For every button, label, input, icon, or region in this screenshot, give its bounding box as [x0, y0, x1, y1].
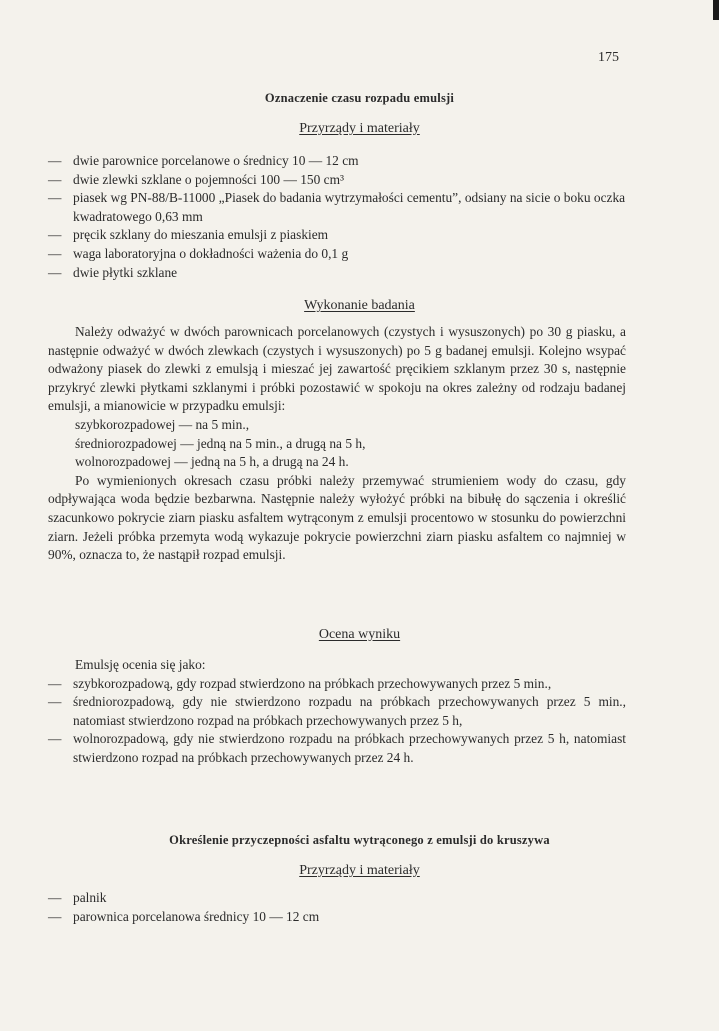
case-line: średniorozpadowej — jedną na 5 min., a drugą na 5 h, [75, 435, 366, 451]
list-item: — piasek wg PN-88/B-11000 „Piasek do badania wytrzymałości cementu”, odsiany na sicie o boku oczka kwadratowego 0,63 mm [48, 190, 626, 224]
procedure-paragraph: Należy odważyć w dwóch parownicach porcelanowych (czystych i wysuszonych) po 30 g piasku, a następnie odważyć w dwóch zlewkach (czystych i wysuszonych) po 5 g badanej emulsji. Kolejno wsypać odważony piasek do zlewki z emulsją i mieszać jej zawartość pręcikiem szklanym przez 30 s, następnie przykryć zlewki płytkami szklanymi i próbki pozostawić w spokoju na okres zależny od rodzaju badanej emulsji, a mianowicie w przypadku emulsji: [48, 324, 626, 414]
list-item: — szybkorozpadową, gdy rozpad stwierdzono na próbkach przechowywanych przez 5 min., [48, 675, 552, 691]
list-item: — palnik [48, 890, 107, 905]
procedure-paragraph: Po wymienionych okresach czasu próbki należy przemywać strumieniem wody do czasu, gdy odpływająca woda będzie bezbarwna. Następnie należy wyłożyć próbki na bibułę do sączenia i określić szacunkowo pokrycie ziarn piasku asfaltem wytrąconym z emulsji procentowo w stosunku do powierzchni ziarn. Jeżeli próbka przemyta wodą wykazuje pokrycie powierzchni ziarn piasku asfaltem co najmniej w 90%, oznacza to, że nastąpił rozpad emulsji. [48, 472, 626, 563]
list-item: — pręcik szklany do mieszania emulsji z piaskiem [48, 227, 329, 243]
list-item: — średniorozpadową, gdy nie stwierdzono rozpadu na próbkach przechowywanych przez 5 min., natomiast stwierdzono rozpad na próbkach przechowywanych przez 5 h, [48, 694, 626, 728]
procedure-text [48, 323, 626, 565]
scan-edge-mark [713, 0, 719, 20]
materials-heading: Przyrządy i materiały [299, 863, 420, 878]
procedure-heading: Wykonanie badania [304, 298, 415, 313]
result-section [48, 656, 626, 768]
materials-list [48, 889, 638, 926]
case-line: wolnorozpadowej — jedną na 5 h, a drugą na 24 h. [75, 454, 349, 470]
list-item: — parownica porcelanowa średnicy 10 — 12 cm [48, 908, 320, 924]
section-title-adhesion: Określenie przyczepności asfaltu wytrąconego z emulsji do kruszywa [169, 833, 550, 847]
list-item: — dwie parownice porcelanowe o średnicy 10 — 12 cm [48, 153, 359, 168]
section-title-emulsion-breakdown: Oznaczenie czasu rozpadu emulsji [264, 91, 455, 105]
materials-list [48, 152, 638, 282]
list-item: — wolnorozpadową, gdy nie stwierdzono rozpadu na próbkach przechowywanych przez 5 h, natomiast stwierdzono rozpad na próbkach przechowywanych przez 24 h. [48, 731, 626, 765]
list-item: — waga laboratoryjna o dokładności ważenia do 0,1 g [48, 245, 349, 261]
case-line: szybkorozpadowej — na 5 min., [75, 416, 250, 432]
materials-heading: Przyrządy i materiały [299, 121, 420, 136]
page-number: 175 [598, 50, 619, 65]
list-item: — dwie płytki szklane [48, 264, 178, 280]
list-item: — dwie zlewki szklane o pojemności 100 — 150 cm³ [48, 171, 345, 187]
result-heading: Ocena wyniku [318, 627, 401, 642]
result-intro: Emulsję ocenia się jako: [75, 657, 206, 672]
